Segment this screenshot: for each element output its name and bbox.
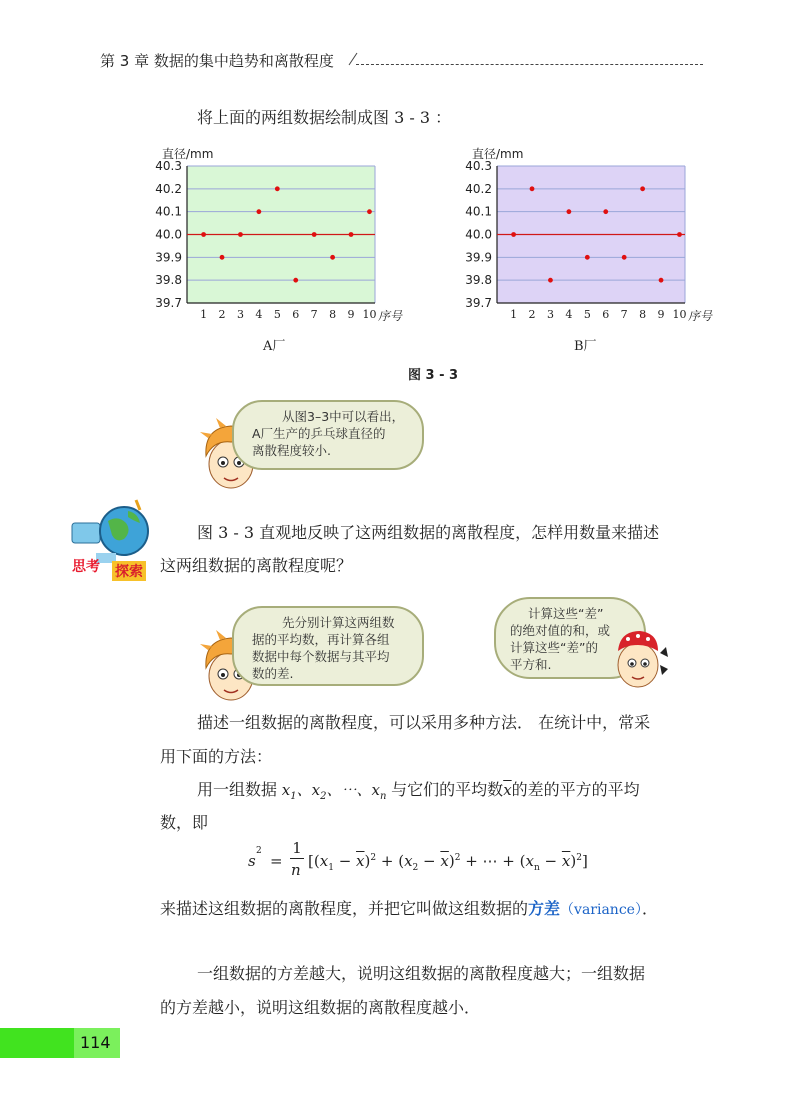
data-point xyxy=(585,255,590,260)
bubble2-line: 数据中每个数据与其平均 xyxy=(252,649,390,664)
data-sequence: $x_1$、$x_2$、⋯、$x_n$ xyxy=(277,781,387,802)
body-paragraph-4-line-1: 一组数据的方差越大，说明这组数据的离散程度越大；一组数据 xyxy=(197,964,646,983)
data-point xyxy=(220,255,225,260)
x-tick-label: 8 xyxy=(639,308,647,321)
bubble1-line: 离散程度较小. xyxy=(252,443,331,458)
data-point xyxy=(659,278,664,283)
x-tick-label: 4 xyxy=(565,308,573,321)
data-point xyxy=(201,232,206,237)
data-point xyxy=(530,186,535,191)
y-tick-label: 40.2 xyxy=(465,181,492,196)
x-tick-label: 4 xyxy=(255,308,263,321)
y-tick-label: 40.0 xyxy=(465,227,492,242)
bubble3-line: 平方和. xyxy=(510,657,552,672)
y-axis-label: 直径/mm xyxy=(162,147,214,161)
bubble1-line: A厂生产的乒乓球直径的 xyxy=(252,426,386,441)
p2-text-b: 与它们的平均数 xyxy=(391,780,504,799)
figure-caption: 图 3 - 3 xyxy=(408,368,459,383)
chapter-header: 第 3 章 数据的集中趋势和离散程度 xyxy=(100,52,334,70)
data-point xyxy=(367,209,372,214)
data-point xyxy=(603,209,608,214)
body-paragraph-1-line-2: 用下面的方法： xyxy=(160,747,273,766)
bubble1-line: 从图3–3中可以看出， xyxy=(282,409,405,424)
y-tick-label: 40.2 xyxy=(155,181,182,196)
y-tick-label: 40.3 xyxy=(155,159,182,173)
mean-symbol: $\overline{x}$ xyxy=(503,781,512,799)
chart-b-label: B厂 xyxy=(574,339,597,354)
data-point xyxy=(511,232,516,237)
x-tick-label: 3 xyxy=(236,308,244,321)
question-line-1: 图 3 - 3 直观地反映了这两组数据的离散程度，怎样用数量来描述 xyxy=(197,523,660,542)
x-tick-label: 10 xyxy=(672,308,687,321)
x-tick-label: 9 xyxy=(347,308,355,321)
chart-b xyxy=(460,140,720,330)
chart-a xyxy=(150,140,410,330)
body-paragraph-3 xyxy=(160,892,658,927)
x-tick-label: 1 xyxy=(510,308,518,321)
intro-text: 将上面的两组数据绘制成图 3 - 3 ： xyxy=(197,108,452,127)
girl-character-illustration xyxy=(610,625,670,693)
bubble2-line: 先分别计算这两组数 xyxy=(282,615,395,630)
y-tick-label: 40.1 xyxy=(155,204,182,219)
x-tick-label: 7 xyxy=(310,308,318,321)
body-paragraph-2-line-2: 数，即 xyxy=(160,813,209,832)
body-paragraph-4-line-2: 的方差越小，说明这组数据的离散程度越小． xyxy=(160,998,481,1017)
think-badge-label: 思考 xyxy=(72,559,100,575)
term-variance: 方差 xyxy=(528,899,561,918)
bubble2-line: 数的差. xyxy=(252,666,294,681)
x-axis-label: 序号 xyxy=(378,309,403,323)
x-tick-label: 5 xyxy=(273,308,281,321)
y-tick-label: 39.7 xyxy=(465,296,492,310)
data-point xyxy=(548,278,553,283)
bubble3-line: 的绝对值的和，或 xyxy=(510,623,611,638)
x-axis-label: 序号 xyxy=(688,309,713,323)
p3-end: ． xyxy=(641,899,658,918)
x-tick-label: 7 xyxy=(620,308,628,321)
term-variance-english: （variance） xyxy=(560,902,642,918)
p2-text-c: 的差的平方的平均 xyxy=(511,780,640,799)
y-axis-label: 直径/mm xyxy=(472,147,524,161)
x-tick-label: 6 xyxy=(602,308,610,321)
x-tick-label: 2 xyxy=(218,308,226,321)
question-line-2: 这两组数据的离散程度呢？ xyxy=(160,556,353,575)
speech-bubble-1 xyxy=(232,400,424,470)
explore-badge-label: 探索 xyxy=(112,561,146,581)
x-tick-label: 3 xyxy=(546,308,554,321)
chart-a-label: A厂 xyxy=(263,339,286,354)
y-tick-label: 40.0 xyxy=(155,227,182,242)
bubble2-line: 据的平均数，再计算各组 xyxy=(252,632,390,647)
bubble3-line: 计算这些“差” xyxy=(528,606,604,621)
x-tick-label: 1 xyxy=(200,308,208,321)
x-tick-label: 8 xyxy=(329,308,337,321)
bubble3-line: 计算这些“差”的 xyxy=(510,640,598,655)
data-point xyxy=(566,209,571,214)
y-tick-label: 39.8 xyxy=(465,273,492,288)
header-dashed-rule xyxy=(356,64,703,65)
data-point xyxy=(330,255,335,260)
data-point xyxy=(349,232,354,237)
data-point xyxy=(275,186,280,191)
data-point xyxy=(312,232,317,237)
data-point xyxy=(238,232,243,237)
data-point xyxy=(256,209,261,214)
body-paragraph-1-line-1: 描述一组数据的离散程度，可以采用多种方法． 在统计中，常采 xyxy=(197,713,651,732)
data-point xyxy=(622,255,627,260)
data-point xyxy=(677,232,682,237)
data-point xyxy=(640,186,645,191)
page-number: 114 xyxy=(80,1033,111,1052)
x-tick-label: 10 xyxy=(362,308,377,321)
y-tick-label: 40.1 xyxy=(465,204,492,219)
x-tick-label: 9 xyxy=(657,308,665,321)
y-tick-label: 39.7 xyxy=(155,296,182,310)
x-tick-label: 2 xyxy=(528,308,536,321)
x-tick-label: 5 xyxy=(583,308,591,321)
p3-text: 来描述这组数据的离散程度，并把它叫做这组数据的 xyxy=(160,899,529,918)
y-tick-label: 39.8 xyxy=(155,273,182,288)
y-tick-label: 39.9 xyxy=(155,250,182,265)
speech-bubble-2 xyxy=(232,606,424,686)
body-paragraph-2-line-1 xyxy=(197,773,640,814)
data-point xyxy=(293,278,298,283)
y-tick-label: 39.9 xyxy=(465,250,492,265)
x-tick-label: 6 xyxy=(292,308,300,321)
y-tick-label: 40.3 xyxy=(465,159,492,173)
p2-text-a: 用一组数据 xyxy=(197,780,278,799)
